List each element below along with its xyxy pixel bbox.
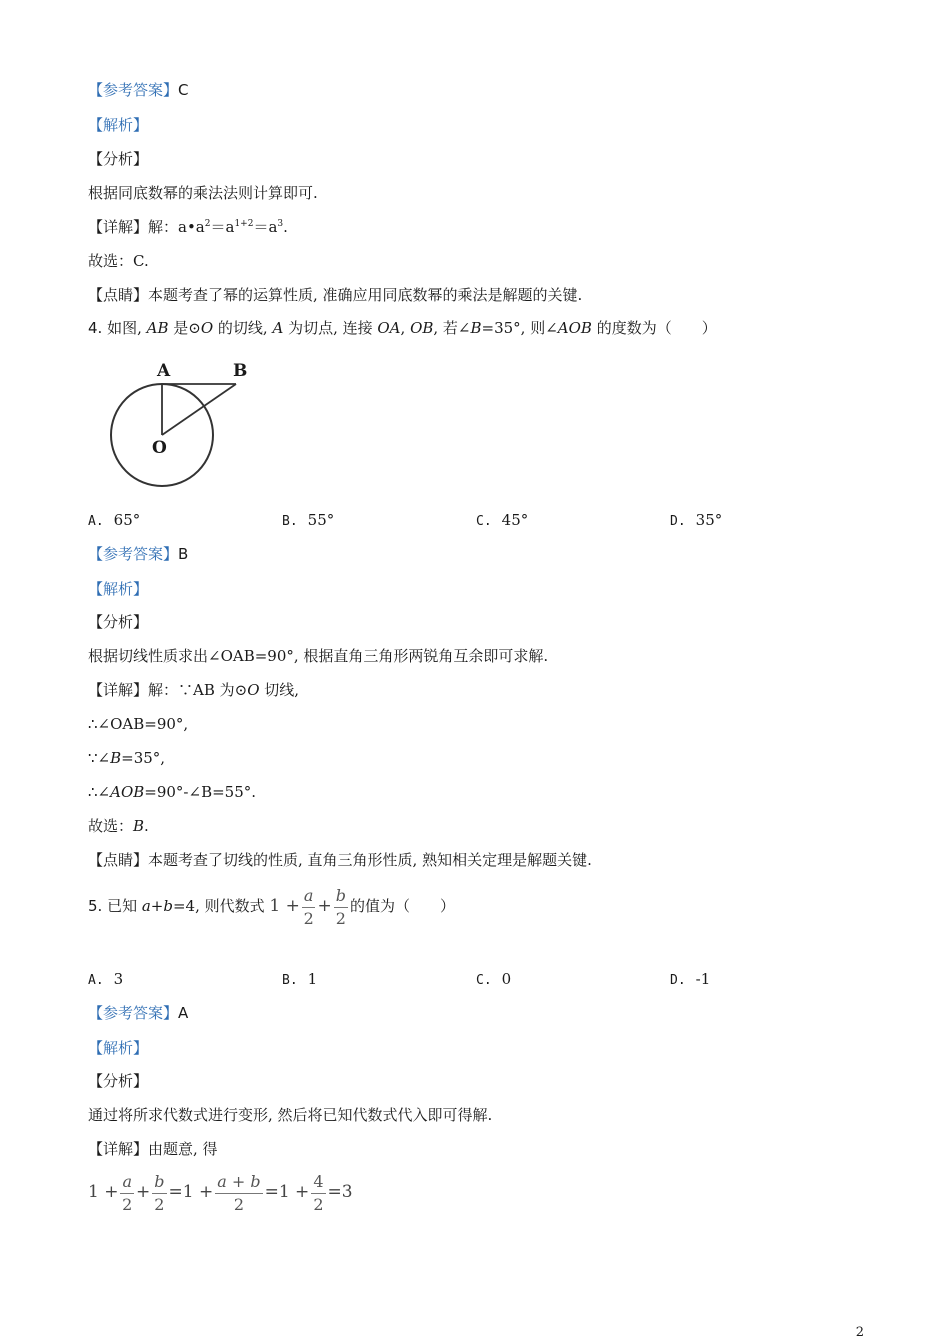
option-b: B. 1 xyxy=(282,970,318,988)
question-number: 5 xyxy=(88,897,98,915)
q5-answer-line xyxy=(88,1003,188,1023)
jiexi-tag: 【解析】 xyxy=(88,116,149,134)
detail-line-2: ∴∠OAB=90°, xyxy=(88,715,189,733)
question-number: 4 xyxy=(88,319,98,337)
solution-equation: 1 + $\frac{a}{2}$ + $\frac{b}{2}$ =1 + $\frac{a + b}{2}$ =1 + $\frac{4}{2}$ =3 xyxy=(88,1171,353,1214)
answer-value: B xyxy=(178,545,189,563)
detail-line: 【详解】由题意, 得 xyxy=(88,1140,218,1158)
dianjing-line xyxy=(88,285,582,305)
option-d: D. -1 xyxy=(670,970,711,988)
fraction-4-over-2: $\frac{4}{2}$ xyxy=(313,1171,324,1214)
segment-ob xyxy=(162,384,236,435)
fenxi-tag: 【分析】 xyxy=(88,1072,149,1090)
jiexi-tag: 【解析】 xyxy=(88,1039,149,1057)
q3-answer-line xyxy=(88,80,189,100)
fenxi-text: 根据同底数幂的乘法法则计算即可. xyxy=(88,184,318,202)
answer-value: A xyxy=(178,1004,189,1022)
answer-tag: 【参考答案】 xyxy=(88,1004,179,1022)
fenxi-text: 根据切线性质求出∠OAB=90°, 根据直角三角形两锐角互余即可求解. xyxy=(88,647,549,665)
fenxi-tag: 【分析】 xyxy=(88,613,149,631)
fenxi-tag: 【分析】 xyxy=(88,150,149,168)
guxuan-text: 故选：C. xyxy=(88,252,149,270)
dianjing-line xyxy=(88,850,592,870)
detail-line-1: 【详解】解：∵AB 为⊙O 切线, xyxy=(88,681,300,699)
detail-tag: 【详解】 xyxy=(88,1140,149,1158)
fraction-a-over-2: $\frac{a}{2}$ xyxy=(303,885,314,928)
answer-tag: 【参考答案】 xyxy=(88,81,179,99)
fenxi-text: 通过将所求代数式进行变形, 然后将已知代数式代入即可得解. xyxy=(88,1106,493,1124)
point-label-a: A xyxy=(157,361,171,381)
option-a: A. 3 xyxy=(88,970,124,988)
guxuan-text: 故选：B. xyxy=(88,817,149,835)
q4-answer-line xyxy=(88,544,188,564)
q5-stem: 5. 已知 a+b=4, 则代数式 1 + $\frac{a}{2}$ + $\frac{b}{2}$ 的值为（ ） xyxy=(88,885,455,928)
dianjing-text: 本题考查了切线的性质, 直角三角形性质, 熟知相关定理是解题关键. xyxy=(148,851,592,869)
option-b: B. 55° xyxy=(282,511,335,529)
fraction-b-over-2: $\frac{b}{2}$ xyxy=(335,885,346,928)
dianjing-tag: 【点睛】 xyxy=(88,851,149,869)
q4-stem: 4. 如图, AB 是⊙O 的切线, A 为切点, 连接 OA, OB, 若∠B=35°, 则∠AOB 的度数为（ ） xyxy=(88,319,717,337)
option-a: A. 65° xyxy=(88,511,141,529)
fraction-a-over-2: $\frac{a}{2}$ xyxy=(122,1171,133,1214)
dianjing-text: 本题考查了幂的运算性质, 准确应用同底数幂的乘法是解题的关键. xyxy=(148,286,583,304)
detail-tag: 【详解】 xyxy=(88,681,149,699)
answer-value: C xyxy=(178,81,189,99)
point-label-b: B xyxy=(233,361,248,381)
option-c: C. 45° xyxy=(476,511,529,529)
point-label-o: O xyxy=(152,438,167,458)
page-number: 2 xyxy=(855,1325,864,1340)
fraction-b-over-2: $\frac{b}{2}$ xyxy=(154,1171,165,1214)
answer-tag: 【参考答案】 xyxy=(88,545,179,563)
option-d: D. 35° xyxy=(670,511,723,529)
circle-tangent-figure xyxy=(100,355,270,495)
detail-line: 【详解】解：$a•a^2=a^{1+2}=a^3$. xyxy=(88,218,288,236)
detail-tag: 【详解】 xyxy=(88,218,149,236)
jiexi-tag: 【解析】 xyxy=(88,580,149,598)
detail-line-4: ∴∠AOB=90°-∠B=55°. xyxy=(88,783,257,801)
option-c: C. 0 xyxy=(476,970,512,988)
detail-line-3: ∵∠B=35°, xyxy=(88,749,166,767)
dianjing-tag: 【点睛】 xyxy=(88,286,149,304)
fraction-a-plus-b-over-2: $\frac{a + b}{2}$ xyxy=(217,1171,261,1214)
